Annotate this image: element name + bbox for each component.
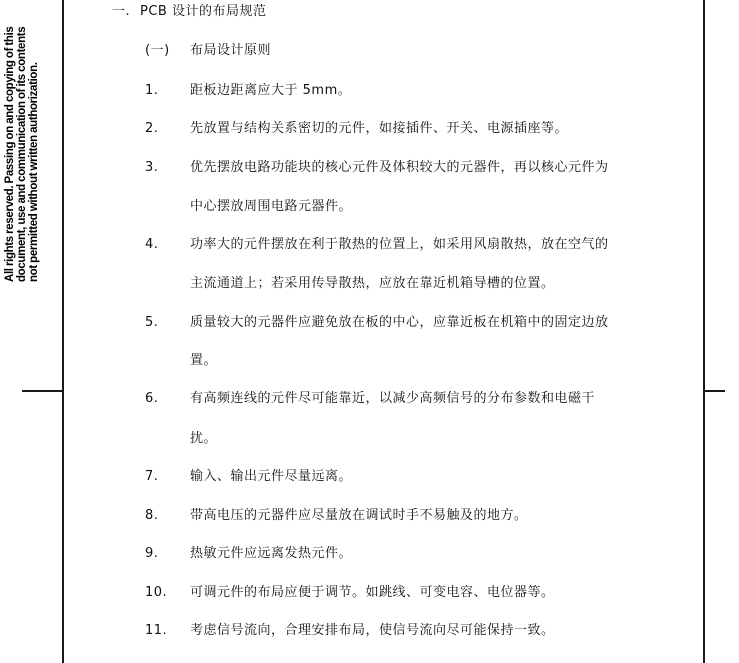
rights-notice-line: document, use and communication of its contents [16,26,28,282]
list-item-text: 优先摆放电路功能块的核心元件及体积较大的元器件，再以核心元件为 [190,160,609,175]
list-item-number: 5. [145,315,159,330]
list-item-text-continuation: 中心摆放周围电路元器件。 [190,199,353,214]
subsection-number: (一) [145,43,170,58]
right-margin-border [703,0,705,663]
list-item-number: 9. [145,546,159,561]
list-item-text: 热敏元件应远离发热元件。 [190,546,353,561]
list-item-text-continuation: 扰。 [190,431,218,446]
left-fold-mark [22,390,62,392]
list-item-text: 先放置与结构关系密切的元件，如接插件、开关、电源插座等。 [190,121,569,136]
list-item-number: 10. [145,585,168,600]
list-item-text: 可调元件的布局应便于调节。如跳线、可变电容、电位器等。 [190,585,555,600]
list-item-text: 距板边距离应大于 5mm。 [190,83,352,98]
list-item-number: 7. [145,469,159,484]
list-item-text: 功率大的元件摆放在利于散热的位置上，如采用风扇散热，放在空气的 [190,237,609,252]
section-title: PCB 设计的布局规范 [140,4,267,19]
list-item-text: 质量较大的元器件应避免放在板的中心，应靠近板在机箱中的固定边放 [190,315,609,330]
list-item-text-continuation: 置。 [190,353,218,368]
list-item-number: 11. [145,623,168,638]
rights-notice [4,10,56,282]
list-item-text: 带高电压的元器件应尽量放在调试时手不易触及的地方。 [190,508,528,523]
list-item-number: 8. [145,508,159,523]
list-item-number: 2. [145,121,159,136]
list-item-number: 3. [145,160,159,175]
subsection-title: 布局设计原则 [190,43,272,58]
rights-notice-line: All rights reserved. Passing on and copying of this [4,26,16,282]
rights-notice-line: not permitted without written authorization. [28,62,40,282]
right-fold-mark [705,390,725,392]
list-item-number: 6. [145,391,159,406]
list-item-number: 1. [145,83,159,98]
list-item-text-continuation: 主流通道上；若采用传导散热，应放在靠近机箱导槽的位置。 [190,276,555,291]
section-number: 一. [112,4,131,19]
left-margin-border [62,0,64,663]
list-item-text: 考虑信号流向，合理安排布局，使信号流向尽可能保持一致。 [190,623,555,638]
list-item-text: 有高频连线的元件尽可能靠近，以减少高频信号的分布参数和电磁干 [190,391,596,406]
list-item-number: 4. [145,237,159,252]
rights-notice-text [4,10,56,282]
list-item-text: 输入、输出元件尽量远离。 [190,469,353,484]
